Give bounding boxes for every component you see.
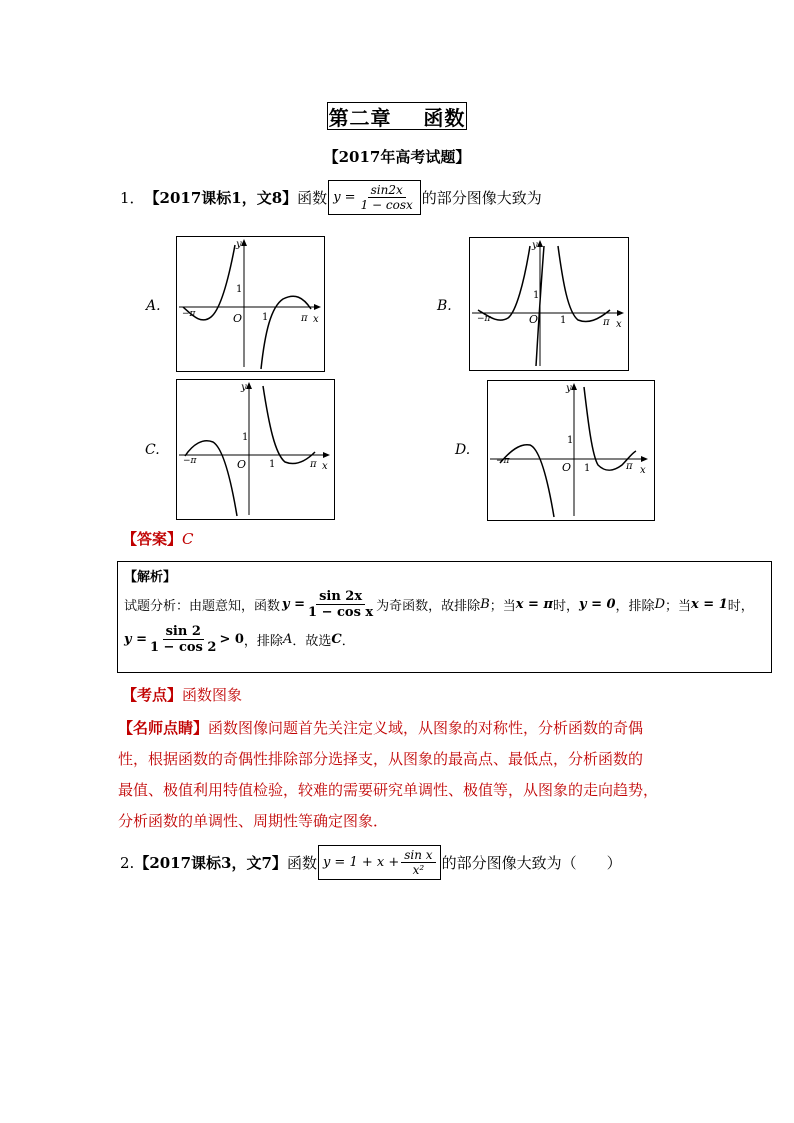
graph-a-svg [177, 237, 323, 370]
curve-right [558, 246, 610, 322]
analysis-var: D [654, 597, 665, 612]
label-one-y: 1 [533, 290, 540, 301]
label-neg-pi: −π [182, 309, 196, 319]
question-source: 【2017课标3，文7】 [134, 854, 287, 872]
label-neg-pi: −π [477, 314, 491, 324]
formula-denominator: 1 − cosx [360, 198, 413, 212]
graph-b-svg [470, 238, 627, 369]
analysis-text: ． [341, 634, 355, 649]
question-1 [120, 180, 542, 215]
analysis-fraction-1 [308, 589, 373, 620]
analysis-formula-lhs: y = [124, 632, 147, 647]
graph-c-svg [177, 380, 333, 518]
label-neg-pi: −π [183, 456, 197, 466]
kaodian-label: 【考点】 [122, 686, 183, 704]
curve-right [584, 387, 636, 470]
y-axis-arrow [241, 239, 247, 246]
analysis-text: 时， [552, 599, 579, 614]
comment-line-2: 性，根据函数的奇偶性排除部分选择支，从图象的最高点、最低点，分析函数的 [118, 750, 644, 768]
label-x: x [616, 319, 622, 330]
analysis-cond: x = 1 [691, 597, 728, 612]
comment-label: 【名师点睛】 [118, 719, 209, 737]
comment-text-1: 函数图像问题首先关注定义域，从图象的对称性，分析函数的奇偶 [208, 719, 644, 737]
comment-block [118, 713, 688, 837]
analysis-text: ，排除 [615, 599, 655, 614]
x-axis-arrow [314, 304, 321, 310]
analysis-text: ；当 [665, 599, 692, 614]
question-number: 2. [120, 853, 135, 872]
label-x: x [322, 461, 328, 472]
analysis-fraction-num: sin 2 [163, 624, 204, 640]
formula-fraction [358, 183, 416, 212]
option-b-label: B. [437, 298, 452, 314]
y-axis-arrow [571, 383, 577, 390]
analysis-line-2 [124, 624, 765, 655]
analysis-fraction-num: sin 2x [316, 589, 365, 605]
question-number: 1． [120, 189, 145, 207]
analysis-line-1 [124, 589, 765, 620]
comment-line-4: 分析函数的单调性、周期性等确定图象． [118, 812, 389, 830]
analysis-fraction-2 [150, 624, 216, 655]
answer-value: C [182, 530, 194, 548]
option-c-graph [176, 379, 335, 520]
analysis-cond: x = π [515, 597, 553, 612]
analysis-inequality: > 0 [219, 632, 244, 647]
analysis-formula-lhs: y = [282, 597, 305, 612]
analysis-text: ．故选 [292, 634, 332, 649]
curve-left-up [478, 246, 530, 320]
formula-numerator: sin2x [368, 183, 406, 198]
formula-fraction [401, 848, 435, 877]
curve-right [263, 386, 315, 464]
question-suffix: 的部分图像大致为（ ） [441, 854, 622, 872]
y-axis-arrow [246, 382, 252, 389]
analysis-var: A [282, 632, 293, 647]
label-pi: π [310, 459, 317, 470]
label-x: x [313, 314, 319, 325]
label-origin: O [237, 458, 247, 471]
x-axis-arrow [323, 452, 330, 458]
analysis-var: C [331, 632, 342, 647]
formula-denominator: x² [412, 863, 425, 877]
label-y: y [532, 240, 538, 251]
answer-label: 【答案】 [122, 530, 183, 548]
label-one-y: 1 [236, 284, 243, 295]
analysis-heading: 【解析】 [124, 570, 177, 585]
graph-d-svg [488, 381, 653, 519]
option-b-graph [469, 237, 629, 371]
analysis-text: ；当 [489, 599, 516, 614]
label-pi: π [603, 317, 610, 328]
question-suffix: 的部分图像大致为 [421, 189, 542, 207]
analysis-result: y = 0 [579, 597, 616, 612]
formula-numerator: sin x [401, 848, 435, 863]
label-one-x: 1 [262, 312, 269, 323]
label-one-y: 1 [242, 432, 249, 443]
label-y: y [241, 382, 247, 393]
question-prefix: 函数 [297, 189, 328, 207]
x-axis-arrow [641, 456, 648, 462]
label-x: x [640, 465, 646, 476]
analysis-fraction-den: 1 − cos x [308, 605, 374, 620]
label-one-x: 1 [560, 315, 567, 326]
analysis-fraction-den: 1 − cos 2 [149, 640, 217, 655]
option-d-label: D. [455, 442, 471, 458]
analysis-text: 为奇函数，故排除 [376, 599, 481, 614]
question-prefix: 函数 [286, 854, 317, 872]
y-axis-arrow [537, 240, 543, 247]
kaodian-text: 函数图象 [182, 686, 243, 704]
question-source: 【2017课标1，文8】 [144, 189, 298, 207]
analysis-text: 时， [727, 599, 754, 614]
x-axis-arrow [617, 310, 624, 316]
option-d-graph [487, 380, 655, 521]
formula-box [318, 845, 441, 880]
option-c-label: C. [145, 442, 160, 458]
label-one-x: 1 [584, 463, 591, 474]
answer-line [122, 528, 194, 549]
label-pi: π [626, 461, 633, 472]
label-pi: π [301, 313, 308, 324]
label-origin: O [529, 313, 539, 326]
curve-left [185, 441, 237, 516]
label-one-x: 1 [269, 459, 276, 470]
label-y: y [236, 239, 242, 250]
question-2 [120, 845, 622, 880]
chapter-title: 第二章 函数 [327, 102, 467, 130]
analysis-text: 试题分析：由题意知，函数 [124, 599, 281, 614]
label-origin: O [562, 461, 572, 474]
formula-box [328, 180, 421, 215]
label-neg-pi: −π [496, 456, 510, 466]
option-a-label: A. [146, 298, 161, 314]
formula-lhs: y = 1 + x + [322, 855, 400, 870]
label-origin: O [233, 312, 243, 325]
label-one-y: 1 [567, 435, 574, 446]
formula-lhs: y = [333, 190, 356, 205]
option-a-graph [176, 236, 325, 372]
label-y: y [566, 383, 572, 394]
comment-line-1 [118, 713, 688, 744]
analysis-text: ，排除 [243, 634, 283, 649]
kaodian-line [122, 684, 242, 705]
section-title: 【2017年高考试题】 [323, 148, 471, 166]
analysis-box [117, 561, 772, 673]
comment-line-3: 最值、极值利用特值检验，较难的需要研究单调性、极值等，从图象的走向趋势， [118, 781, 659, 799]
analysis-var: B [480, 597, 490, 612]
